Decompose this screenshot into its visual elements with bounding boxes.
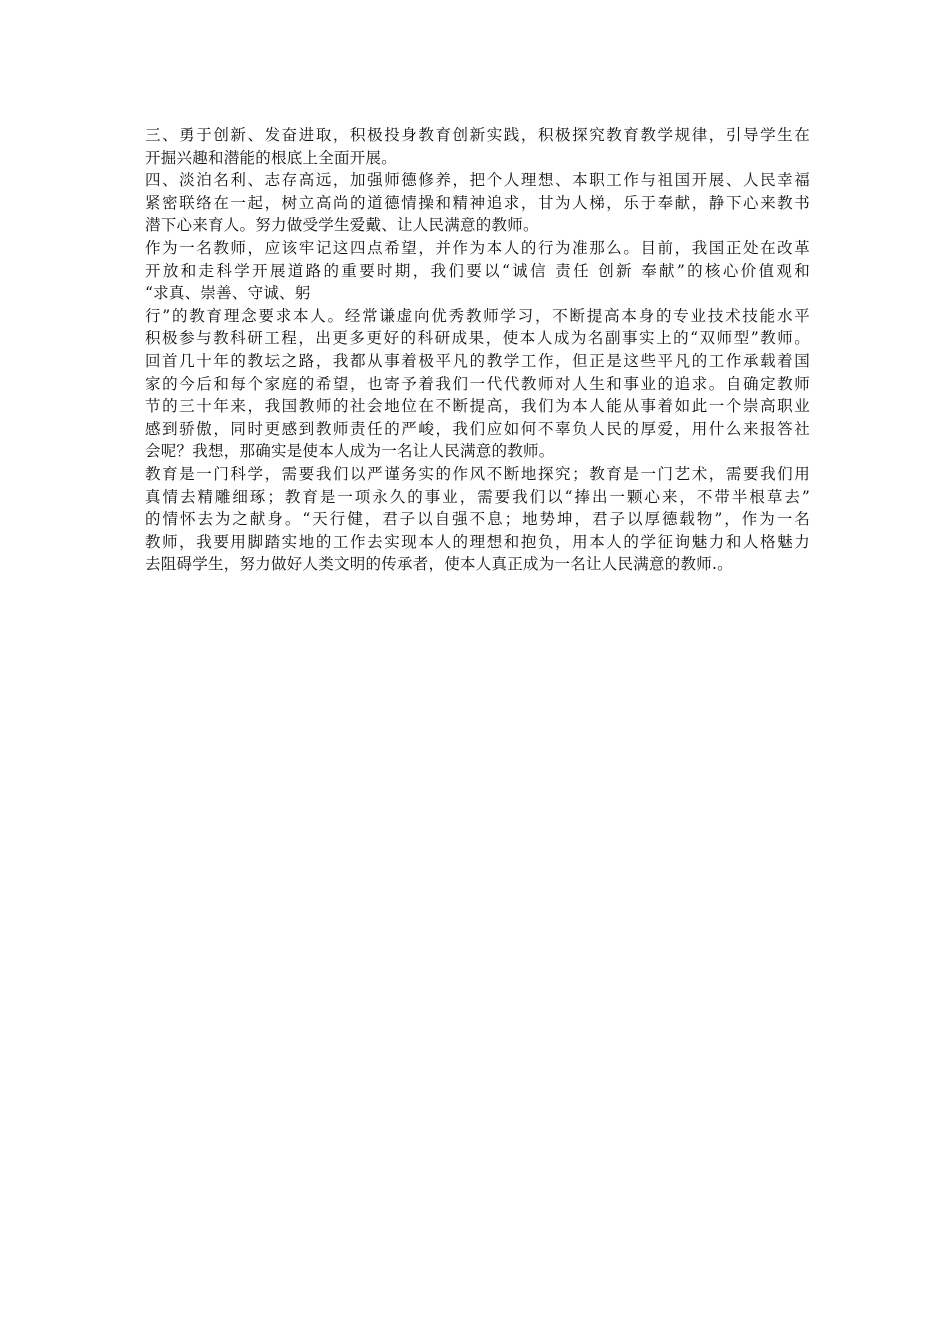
text-line: 会呢？我想，那确实是使本人成为一名让人民满意的教师。 <box>145 442 555 461</box>
text-line: 回首几十年的教坛之路，我都从事着极平凡的教学工作，但正是这些平凡的工作承载着国 <box>145 351 810 370</box>
text-line: 潜下心来育人。努力做受学生爱戴、让人民满意的教师。 <box>145 216 539 235</box>
text-line: 的情怀去为之献身。“天行健，君子以自强不息；地势坤，君子以厚德载物”，作为一名 <box>145 510 810 529</box>
text-line: 行”的教育理念要求本人。经常谦虚向优秀教师学习，不断提高本身的专业技术技能水平 <box>145 306 810 325</box>
text-line: “求真、崇善、守诚、躬 <box>145 284 311 303</box>
text-line: 教育是一门科学，需要我们以严谨务实的作风不断地探究；教育是一门艺术，需要我们用 <box>145 464 810 483</box>
body-text <box>145 124 810 576</box>
text-line: 开放和走科学开展道路的重要时期，我们要以“诚信 责任 创新 奉献”的核心价值观和 <box>145 261 810 280</box>
text-line: 感到骄傲，同时更感到教师责任的严峻，我们应如何不辜负人民的厚爱，用什么来报答社 <box>145 419 810 438</box>
text-line: 去阻碍学生，努力做好人类文明的传承者，使本人真正成为一名让人民满意的教师.。 <box>145 555 733 574</box>
text-line: 紧密联络在一起，树立高尚的道德情操和精神追求，甘为人梯，乐于奉献，静下心来教书 <box>145 193 810 212</box>
text-line: 开掘兴趣和潜能的根底上全面开展。 <box>145 148 398 167</box>
text-line: 教师，我要用脚踏实地的工作去实现本人的理想和抱负，用本人的学征询魅力和人格魅力 <box>145 532 810 551</box>
text-line: 积极参与教科研工程，出更多更好的科研成果，使本人成为名副事实上的“双师型”教师。 <box>145 329 810 348</box>
text-line: 家的今后和每个家庭的希望，也寄予着我们一代代教师对人生和事业的追求。自确定教师 <box>145 374 810 393</box>
text-line: 四、淡泊名利、志存高远，加强师德修养，把个人理想、本职工作与祖国开展、人民幸福 <box>145 171 810 190</box>
text-line: 作为一名教师，应该牢记这四点希望，并作为本人的行为准那么。目前，我国正处在改革 <box>145 238 810 257</box>
text-line: 节的三十年来，我国教师的社会地位在不断提高，我们为本人能从事着如此一个崇高职业 <box>145 397 810 416</box>
text-line: 三、勇于创新、发奋进取，积极投身教育创新实践，积极探究教育教学规律，引导学生在 <box>145 126 810 144</box>
text-line: 真情去精雕细琢；教育是一项永久的事业，需要我们以“捧出一颗心来，不带半根草去” <box>145 487 810 506</box>
